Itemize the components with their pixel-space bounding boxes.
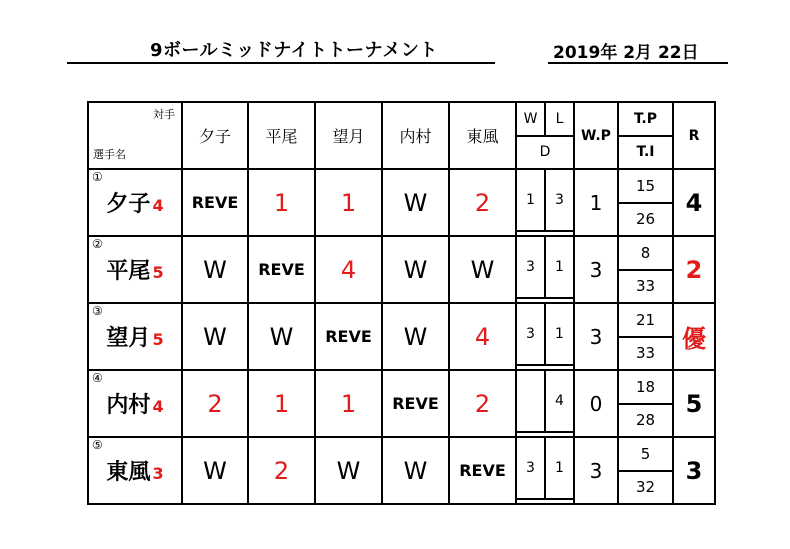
player-score: 5 (152, 263, 164, 282)
wld-cell (516, 169, 574, 236)
wld-cell (516, 303, 574, 370)
player-row (88, 303, 715, 370)
player-row (88, 437, 715, 504)
match-result: W (248, 303, 315, 370)
loss-count: 1 (545, 304, 573, 365)
rank: 4 (673, 169, 715, 236)
match-result: W (182, 236, 248, 303)
win-count: 3 (517, 304, 545, 365)
match-result: 2 (449, 169, 516, 236)
win-count: 3 (517, 237, 545, 298)
wld-cell (516, 236, 574, 303)
win-count (517, 371, 545, 432)
rank: 優 (673, 303, 715, 370)
results-table (87, 101, 716, 505)
tp-ti-cell (618, 370, 673, 437)
match-result: 1 (315, 169, 382, 236)
draw-count (517, 298, 573, 302)
player-name: 望月 (106, 326, 151, 351)
tp-ti-cell (618, 236, 673, 303)
player-row (88, 236, 715, 303)
match-result: REVE (315, 303, 382, 370)
header-wld (516, 102, 574, 169)
win-points: 3 (574, 303, 618, 370)
tp-ti-cell (618, 303, 673, 370)
rank: 2 (673, 236, 715, 303)
header-wp: W.P (574, 102, 618, 169)
player-number: ⑤ (92, 438, 103, 452)
player-cell (88, 169, 182, 236)
match-result: W (382, 303, 449, 370)
header-opponent: 平尾 (248, 102, 315, 169)
date-label: 2019年 2月 22日 (553, 43, 699, 63)
player-cell (88, 236, 182, 303)
total-points: 8 (619, 237, 672, 271)
match-result: W (315, 437, 382, 504)
player-cell (88, 437, 182, 504)
wld-cell (516, 370, 574, 437)
match-result: 4 (449, 303, 516, 370)
header-rank: R (673, 102, 715, 169)
match-result: REVE (449, 437, 516, 504)
player-score: 5 (152, 330, 164, 349)
total-points: 18 (619, 371, 672, 405)
header-l: L (545, 103, 573, 136)
loss-count: 1 (545, 237, 573, 298)
player-cell (88, 370, 182, 437)
opponent-label: 対手 (153, 108, 175, 121)
player-number: ② (92, 237, 103, 251)
header-tp-ti (618, 102, 673, 169)
player-cell (88, 303, 182, 370)
match-result: 2 (182, 370, 248, 437)
header-corner (88, 102, 182, 169)
match-result: REVE (182, 169, 248, 236)
draw-count (517, 499, 573, 503)
player-score: 3 (152, 464, 164, 483)
total-points: 21 (619, 304, 672, 338)
total-points: 15 (619, 170, 672, 204)
match-result: 1 (248, 370, 315, 437)
loss-count: 4 (545, 371, 573, 432)
player-name: 東風 (106, 460, 151, 485)
match-result: W (182, 437, 248, 504)
match-result: 2 (449, 370, 516, 437)
wld-cell (516, 437, 574, 504)
header-opponent: 望月 (315, 102, 382, 169)
match-result: W (449, 236, 516, 303)
match-result: 1 (315, 370, 382, 437)
player-number: ④ (92, 371, 103, 385)
total-innings: 28 (635, 411, 656, 430)
win-points: 3 (574, 236, 618, 303)
win-points: 1 (574, 169, 618, 236)
player-name: 内村 (106, 393, 151, 418)
win-points: 3 (574, 437, 618, 504)
tp-ti-cell (618, 437, 673, 504)
header-opponent: 内村 (382, 102, 449, 169)
page-title: 9ボールミッドナイトトーナメント (150, 40, 438, 61)
total-points: 5 (619, 438, 672, 472)
match-result: W (382, 437, 449, 504)
match-result: 1 (248, 169, 315, 236)
header-opponent: 夕子 (182, 102, 248, 169)
match-result: REVE (248, 236, 315, 303)
match-result: W (182, 303, 248, 370)
total-innings: 26 (635, 210, 656, 229)
match-result: W (382, 169, 449, 236)
match-result: 2 (248, 437, 315, 504)
rank: 5 (673, 370, 715, 437)
player-score: 4 (152, 397, 164, 416)
draw-count (517, 365, 573, 369)
player-number: ③ (92, 304, 103, 318)
header-tp: T.P (619, 103, 672, 137)
player-row (88, 169, 715, 236)
match-result: 4 (315, 236, 382, 303)
draw-count (517, 231, 573, 235)
draw-count (517, 432, 573, 436)
title-underline (67, 62, 495, 64)
header-row (88, 102, 715, 169)
win-points: 0 (574, 370, 618, 437)
total-innings: 33 (635, 277, 656, 296)
date-underline (548, 62, 728, 64)
win-count: 3 (517, 438, 545, 499)
match-result: W (382, 236, 449, 303)
player-row (88, 370, 715, 437)
player-number: ① (92, 170, 103, 184)
match-result: REVE (382, 370, 449, 437)
header-d: D (539, 144, 551, 161)
win-count: 1 (517, 170, 545, 231)
player-label: 選手名 (93, 148, 126, 161)
total-innings: 33 (635, 344, 656, 363)
total-innings: 32 (635, 478, 656, 497)
header-ti: T.I (636, 144, 655, 161)
header-w: W (517, 103, 545, 136)
player-score: 4 (152, 196, 164, 215)
tp-ti-cell (618, 169, 673, 236)
rank: 3 (673, 437, 715, 504)
player-name: 夕子 (106, 192, 151, 217)
loss-count: 3 (545, 170, 573, 231)
player-name: 平尾 (106, 259, 151, 284)
loss-count: 1 (545, 438, 573, 499)
header-opponent: 東風 (449, 102, 516, 169)
